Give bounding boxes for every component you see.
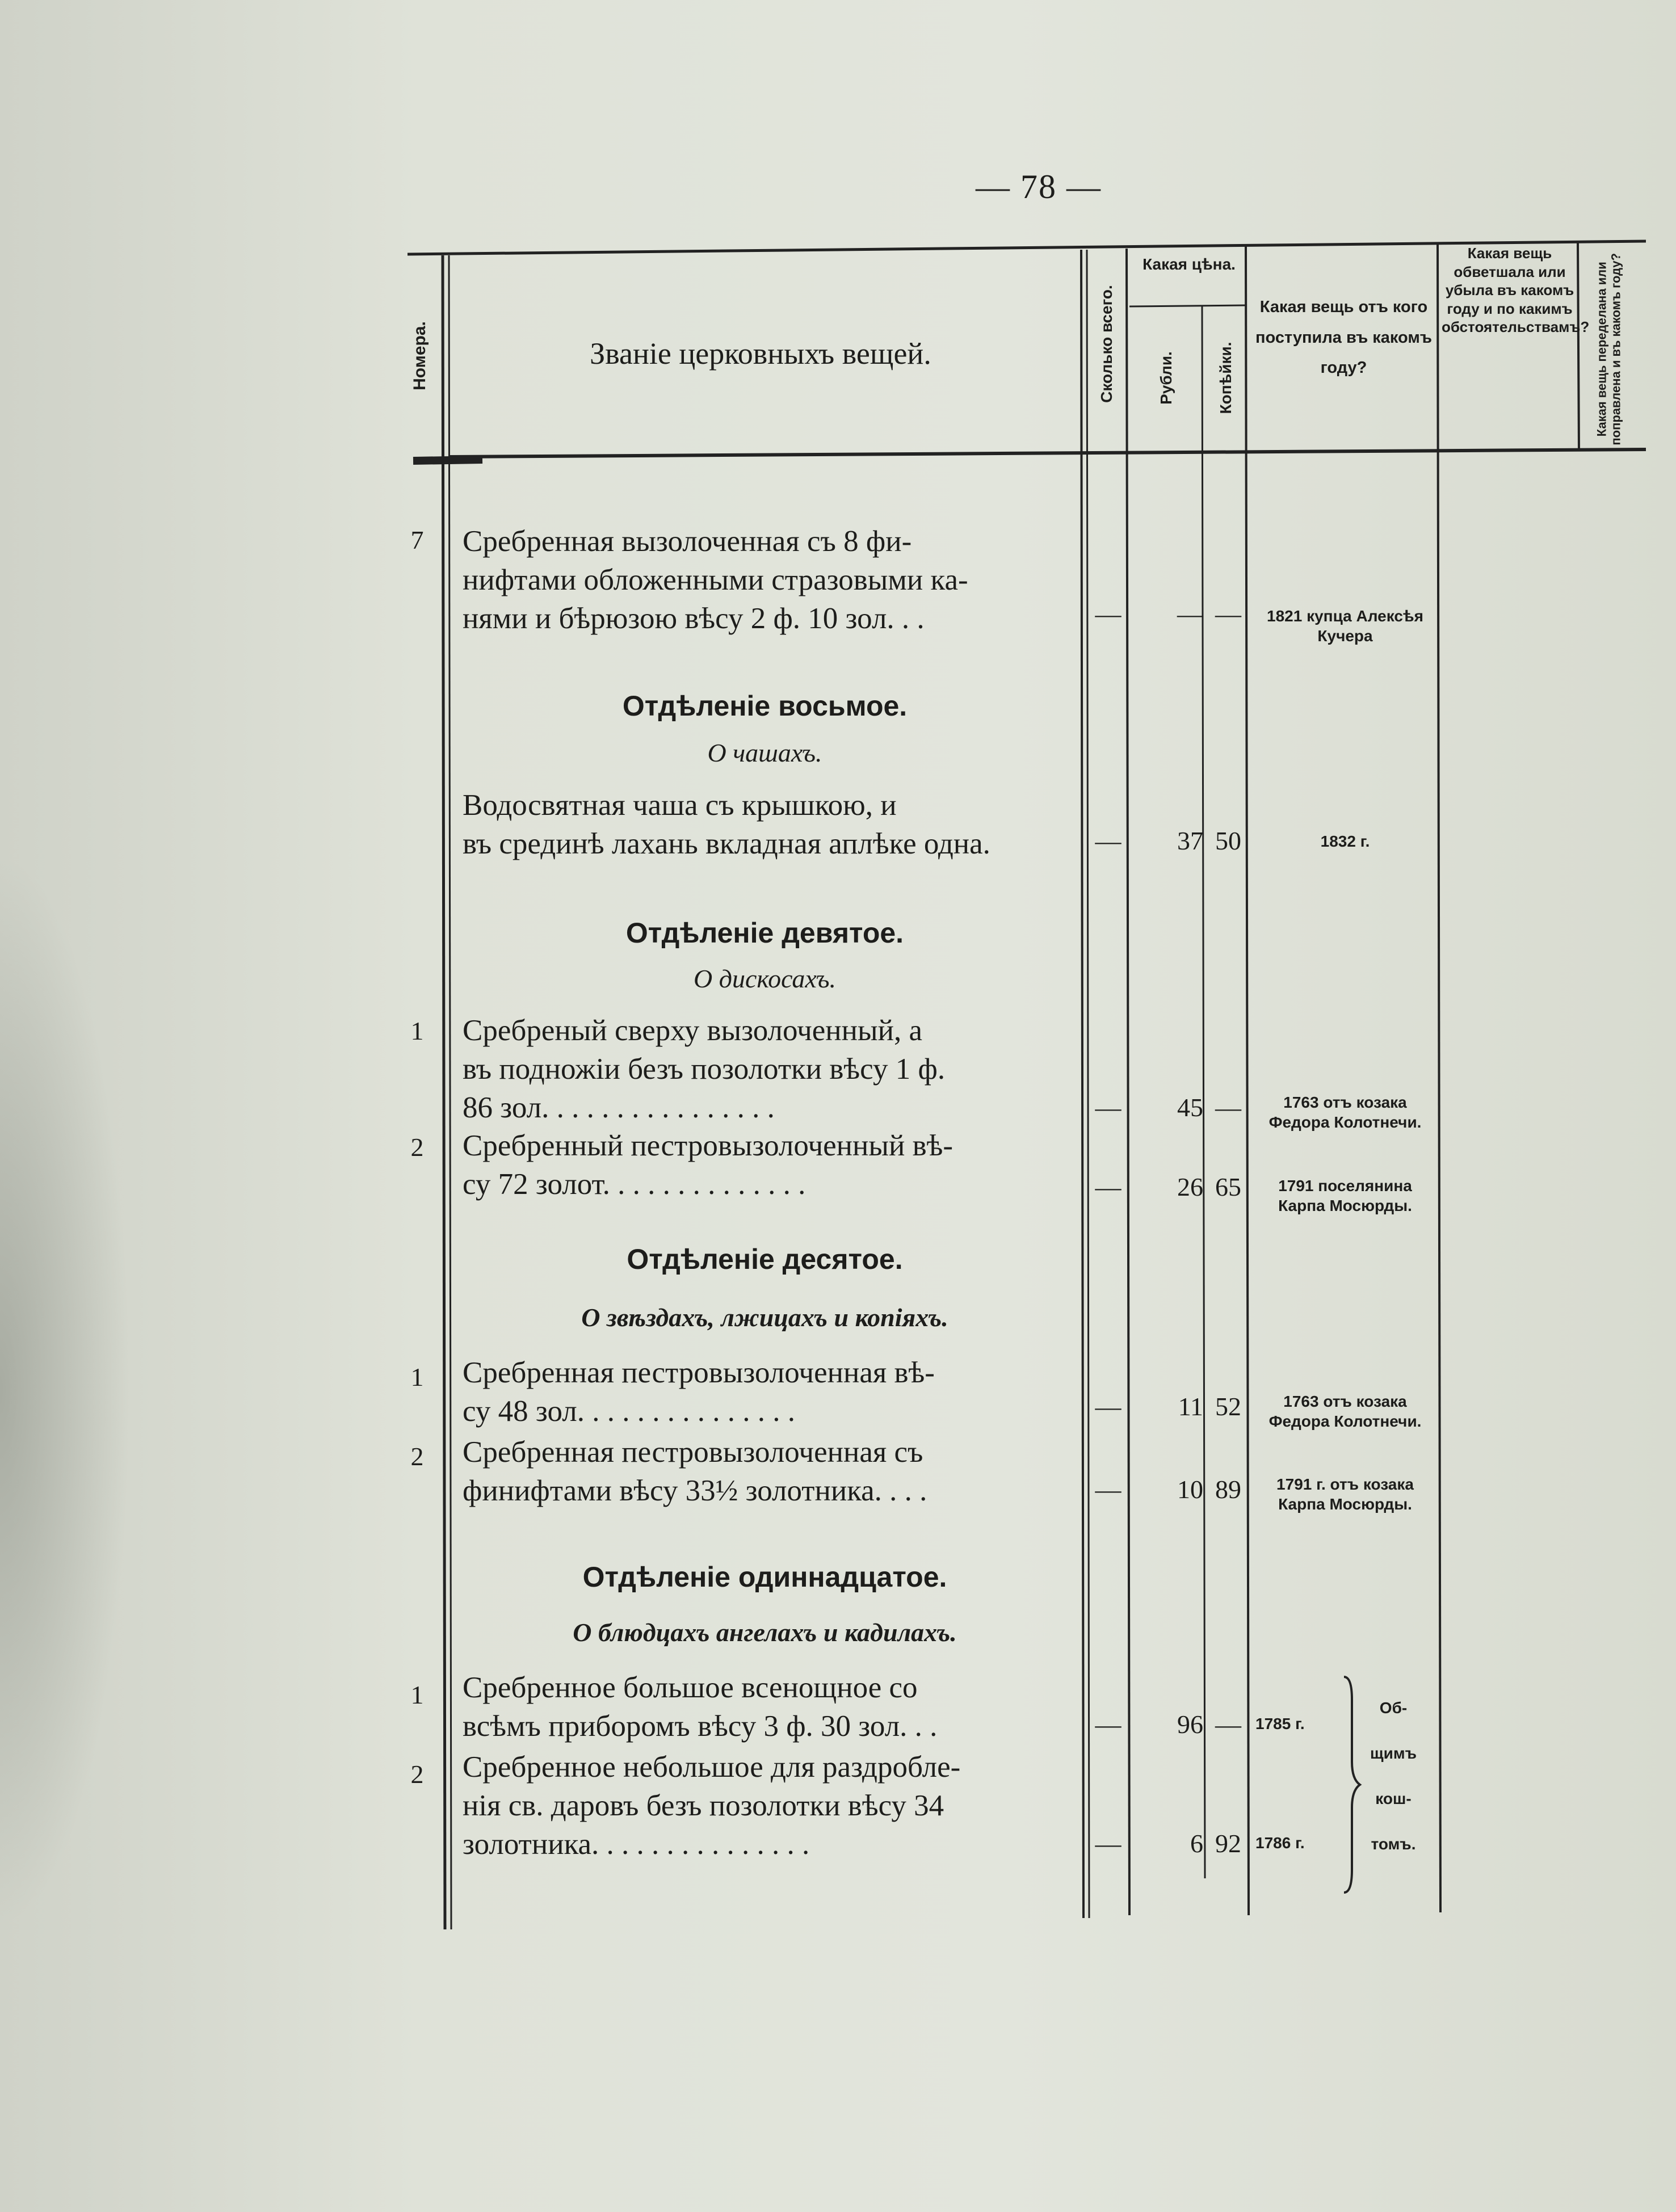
item-description: Сребренная пестровызолоченная вѣ- су 48 зол. . . . . . . . . . . . . . . [463,1356,935,1428]
page-number: — 78 — [976,168,1102,205]
brace-note: Об- щимъ кош- томъ. [1370,1699,1417,1853]
item-description: Сребреный сверху вызолоченный, а въ подножіи безъ позолотки вѣсу 1 ф. 86 зол. . . . . . . . . . . . . . . . [463,1014,946,1124]
count-cell: — [1095,1392,1121,1421]
item-description: Водосвятная чаша съ крышкою, и въ срединѣ лахань вкладная аплѣке одна. [463,789,990,860]
header-worn: Какая вещь обветшала или убыла въ какомъ году и по какимъ обстоятельствамъ? [1442,245,1590,335]
count-cell: — [1095,1093,1121,1122]
rubles-cell: 45 [1177,1093,1203,1122]
source-cell: 1763 отъ козака Федора Колотнечи. [1268,1393,1422,1430]
header-title: Званіе церковныхъ вещей. [590,337,931,371]
section-title: Отдѣленіе восьмое. [622,690,908,722]
item-description: Сребренное небольшое для раздробле- нія св. даровъ безъ позолотки вѣсу 34 золотника. . . . . . . . . . . . . . . [463,1751,961,1861]
section-subtitle: О дискосахъ. [693,964,837,993]
header-repaired: Какая вещь переделана или поправлена и въ какомъ году? [1594,253,1623,445]
count-cell: — [1095,599,1121,628]
item-description: Сребренная вызолоченная съ 8 фи- нифтами обложенными стразовыми ка- нями и бѣрюзою вѣсу 2 ф. 10 зол. . . [463,525,968,635]
section-title: Отдѣленіе девятое. [625,917,904,949]
item-description: Сребренная пестровызолоченная съ финифтами вѣсу 33½ золотника. . . . [463,1436,927,1507]
page-shadow [0,851,131,1929]
count-cell: — [1095,1710,1121,1739]
header-kopecks: Копѣйки. [1217,342,1234,414]
kopecks-cell: — [1215,599,1241,628]
item-description: Сребренное большое всенощное со всѣмъ приборомъ вѣсу 3 ф. 30 зол. . . [463,1671,938,1743]
kopecks-cell: — [1215,1710,1241,1739]
row-number: 7 [410,525,424,554]
item-description: Сребренный пестровызолоченный вѣ- су 72 золот. . . . . . . . . . . . . . [463,1129,953,1201]
rubles-cell: 10 [1177,1475,1203,1504]
count-cell: — [1095,1172,1121,1201]
header-number: Номера. [410,321,429,390]
section-subtitle: О блюдцахъ ангелахъ и кадилахъ. [573,1618,957,1647]
count-cell: — [1095,1829,1121,1858]
kopecks-cell: 65 [1215,1172,1241,1201]
source-cell: 1786 г. [1255,1834,1305,1852]
row-number: 1 [410,1016,424,1045]
row-number: 2 [410,1133,424,1162]
section-title: Отдѣленіе десятое. [627,1243,903,1275]
section-title: Отдѣленіе одиннадцатое. [582,1561,947,1593]
header-rubles: Рубли. [1157,351,1175,405]
header-source: Какая вещь отъ кого поступила въ какомъ году? [1255,298,1432,377]
kopecks-cell: — [1215,1093,1241,1122]
rubles-cell: 6 [1190,1829,1203,1858]
header-count: Сколько всего. [1098,285,1115,403]
kopecks-cell: 50 [1215,826,1241,855]
row-number: 2 [410,1442,424,1471]
rubles-cell: 96 [1177,1710,1203,1739]
section-subtitle: О чашахъ. [707,738,822,767]
rubles-cell: 26 [1177,1172,1203,1201]
kopecks-cell: 92 [1215,1829,1241,1858]
count-cell: — [1095,826,1121,855]
row-number: 1 [410,1362,424,1391]
rubles-cell: 37 [1177,826,1203,855]
count-cell: — [1095,1475,1121,1504]
source-cell: 1821 купца Алексѣя Кучера [1267,607,1423,645]
source-cell: 1791 поселянина Карпа Мосюрды. [1278,1177,1412,1214]
row-number: 2 [410,1760,424,1789]
kopecks-cell: 89 [1215,1475,1241,1504]
source-cell: 1763 отъ козака Федора Колотнечи. [1268,1094,1422,1131]
header-price: Какая цѣна. [1142,255,1236,273]
row-number: 1 [410,1680,424,1709]
rubles-cell: — [1177,599,1203,628]
source-cell: 1832 г. [1320,832,1370,850]
rubles-cell: 11 [1178,1392,1203,1421]
kopecks-cell: 52 [1215,1392,1241,1421]
source-cell: 1785 г. [1255,1715,1305,1732]
source-cell: 1791 г. отъ козака Карпа Мосюрды. [1276,1475,1414,1513]
section-subtitle: О звѣздахъ, лжицахъ и копіяхъ. [581,1303,948,1332]
